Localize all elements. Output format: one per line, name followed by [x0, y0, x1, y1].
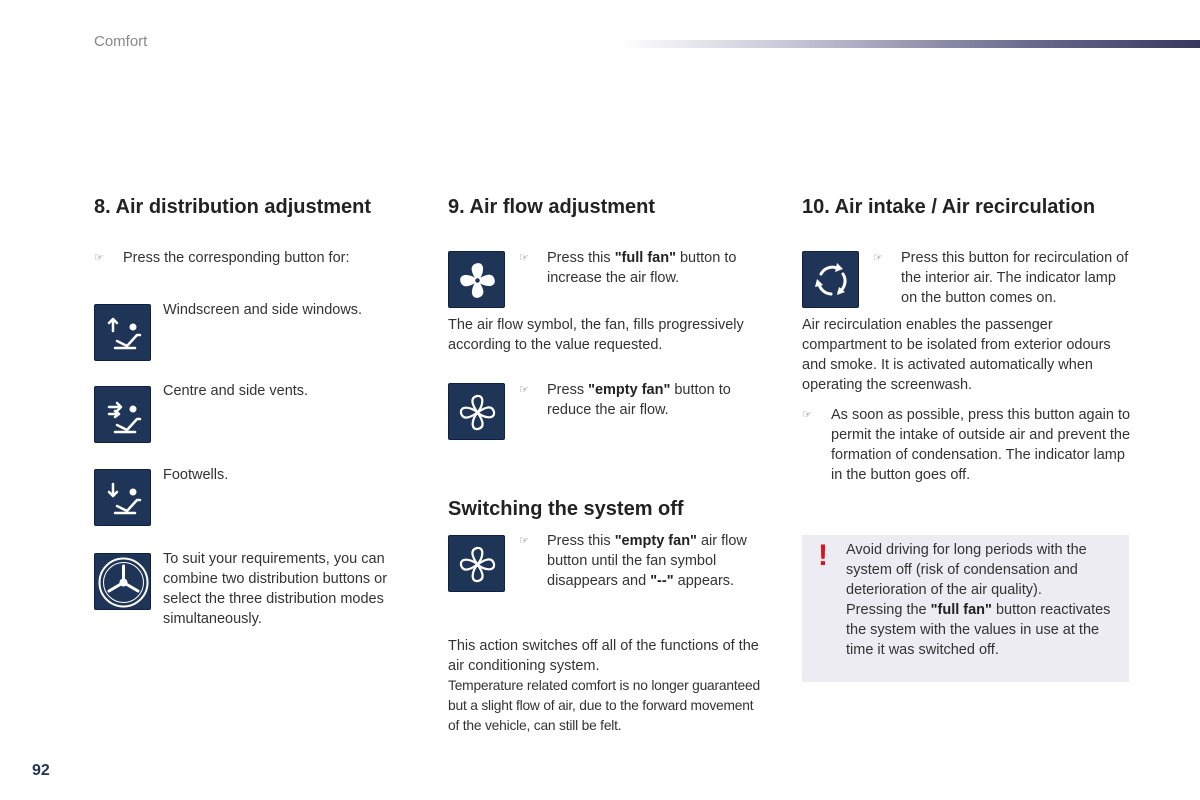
bullet-switch-off: ☞ Press this "empty fan" air flow button until the fan symbol disappears and "--" appears.	[519, 533, 747, 589]
bullet-outside-air: ☞ As soon as possible, press this button again to permit the intake of outside air and prevent the formation of condensation. The indicator lamp in the button goes off.	[802, 407, 1131, 483]
recirculation-explanation: Air recirculation enables the passenger compartment to be isolated from exterior odours and smoke. It is activated automatically when operating the screenwash.	[802, 317, 1111, 393]
heading-switching-off: Switching the system off	[448, 498, 684, 520]
warning-exclamation-icon: !	[818, 539, 828, 572]
hand-pointer-icon: ☞	[519, 535, 529, 547]
recirculation-icon	[802, 251, 859, 308]
windscreen-distribution-icon	[94, 304, 151, 361]
hand-pointer-icon: ☞	[94, 252, 104, 264]
heading-air-intake: 10. Air intake / Air recirculation	[802, 196, 1096, 218]
empty-fan-icon	[448, 383, 505, 440]
bullet-recirculation: ☞ Press this button for recirculation of the interior air. The indicator lamp on the button comes on.	[873, 250, 1129, 306]
hand-pointer-icon: ☞	[519, 384, 529, 396]
hand-pointer-icon: ☞	[519, 252, 529, 264]
distribution-dial-icon	[94, 553, 151, 610]
bullet-press-button: ☞ Press the corresponding button for:	[94, 250, 350, 266]
distribution-windscreen-text: Windscreen and side windows.	[163, 302, 363, 318]
footwells-distribution-icon	[94, 469, 151, 526]
full-fan-icon	[448, 251, 505, 308]
header-gradient-bar	[620, 40, 1200, 48]
switch-off-explanation: This action switches off all of the functions of the air conditioning system. Temperature related comfort is no longer guaranteed but a slight flow of air, due to the forward movement of the vehicle, can still be felt.	[448, 638, 760, 733]
heading-air-distribution: 8. Air distribution adjustment	[94, 196, 372, 218]
bullet-full-fan: ☞ Press this "full fan" button to increase the air flow.	[519, 250, 737, 286]
centre-vents-distribution-icon	[94, 386, 151, 443]
hand-pointer-icon: ☞	[873, 252, 883, 264]
hand-pointer-icon: ☞	[802, 409, 812, 421]
heading-air-flow: 9. Air flow adjustment	[448, 196, 656, 218]
fan-symbol-text: The air flow symbol, the fan, fills progressively according to the value requested.	[448, 317, 744, 353]
empty-fan-off-icon	[448, 535, 505, 592]
page-number: 92	[32, 762, 50, 779]
bullet-empty-fan: ☞ Press "empty fan" button to reduce the air flow.	[519, 382, 731, 418]
distribution-footwells-text: Footwells.	[163, 467, 229, 483]
warning-text: Avoid driving for long periods with the system off (risk of condensation and deterioration of the air quality). Pressing the "full fan" button reactivates the system with the values in use at the time it was switched off.	[846, 542, 1111, 658]
distribution-vents-text: Centre and side vents.	[163, 383, 309, 399]
section-title: Comfort	[94, 33, 148, 50]
distribution-combine-text: To suit your requirements, you can combine two distribution buttons or select the three distribution modes simultaneously.	[163, 551, 388, 627]
